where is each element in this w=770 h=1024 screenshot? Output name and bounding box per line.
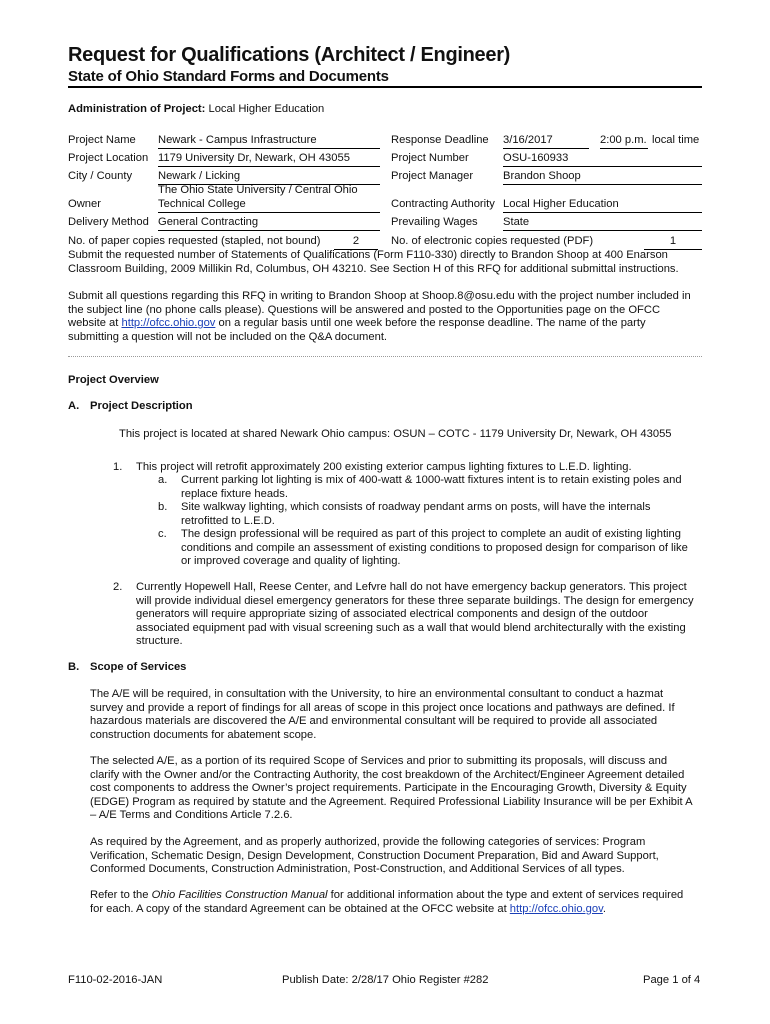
scope-paragraph-1 xyxy=(90,688,675,742)
section-divider xyxy=(68,356,702,357)
administration-value: Local Higher Education xyxy=(208,103,325,115)
text-line: The selected A/E, as a portion of its required Scope of Services and prior to submitting its proposals, will discuss and xyxy=(90,755,668,767)
text-fragment: for additional information about the type and extent of services required xyxy=(327,889,684,901)
text-line xyxy=(68,317,691,331)
item-2-marker: 2. xyxy=(113,581,123,593)
project-location-sentence: This project is located at shared Newark Ohio campus: OSUN – COTC - 1179 University Dr, Newark, OH 43055 xyxy=(119,428,672,440)
text-line: Currently Hopewell Hall, Reese Center, and Lefvre hall do not have emergency backup generators. This project xyxy=(136,581,687,593)
response-deadline-label: Response Deadline xyxy=(391,134,489,146)
text-line: replace fixture heads. xyxy=(181,487,288,500)
project-overview-heading: Project Overview xyxy=(68,374,159,386)
text-line: Site walkway lighting, which consists of roadway pendant arms on posts, will have the internals xyxy=(181,501,651,513)
text-line: – A/E Terms and Conditions Article 7.2.6. xyxy=(90,809,293,822)
text-fragment: on a regular basis until one week before the response deadline. The name of the party xyxy=(215,317,646,330)
submit-instructions xyxy=(68,249,679,276)
paper-copies-label: No. of paper copies requested (stapled, not bound) xyxy=(68,235,321,247)
electronic-copies-value: 1 xyxy=(644,235,702,250)
text-fragment: . xyxy=(602,902,606,915)
text-line: submitting a question will not be included on the Q&A document. xyxy=(68,330,388,343)
administration-line xyxy=(68,103,324,117)
project-location-value: 1179 University Dr, Newark, OH 43055 xyxy=(158,152,380,167)
text-line: Current parking lot lighting is mix of 400-watt & 1000-watt fixtures intent is to retain existing poles and xyxy=(181,474,682,486)
sub-c-marker: c. xyxy=(158,528,167,540)
project-description-heading: Project Description xyxy=(90,400,193,412)
section-a-marker: A. xyxy=(68,400,80,412)
response-deadline-timezone: local time xyxy=(652,134,700,146)
text-fragment: for each. A copy of the standard Agreement can be obtained at the OFCC website at xyxy=(90,902,510,915)
scope-paragraph-4 xyxy=(90,889,683,916)
response-deadline-time: 2:00 p.m. xyxy=(600,134,648,149)
text-line: (EDGE) Program as required by statute and the Agreement. Required Professional Liability Insurance will be per Exhibit A xyxy=(90,795,693,808)
scope-paragraph-2 xyxy=(90,755,693,823)
sub-b-marker: b. xyxy=(158,501,168,513)
item-1-text: This project will retrofit approximately 200 existing exterior campus lighting fixtures to L.E.D. lighting. xyxy=(136,461,632,473)
text-line: survey and provide a report of findings for all areas of scope in this project once locations and pathways are defined. If xyxy=(90,701,675,714)
text-line: generators will require appropriate sizing of associated electrical components and design of the outdoor xyxy=(136,608,648,621)
ofcc-link[interactable]: http://ofcc.ohio.gov xyxy=(509,902,603,915)
text-line: Verification, Schematic Design, Design Development, Construction Document Preparation, Bid and Award Support, xyxy=(90,849,659,862)
text-line: The design professional will be required as part of this project to complete an audit of existing lighting xyxy=(181,528,681,540)
text-line: The A/E will be required, in consultation with the University, to hire an environmental consultant to conduct a hazmat xyxy=(90,688,664,700)
electronic-copies-label: No. of electronic copies requested (PDF) xyxy=(391,235,594,247)
text-line xyxy=(90,903,683,917)
text-line: construction documents for abatement scope. xyxy=(90,728,317,741)
sub-a-text xyxy=(181,474,682,501)
text-line: cost components to address the Owner’s project requirements. Participate in the Encouraging Growth, Diversity & Equity xyxy=(90,782,687,795)
text-line: Submit all questions regarding this RFQ in writing to Brandon Shoop at Shoop.8@osu.edu with the project number included in xyxy=(68,290,691,302)
contracting-authority-value: Local Higher Education xyxy=(503,198,702,213)
scope-of-services-heading: Scope of Services xyxy=(90,661,187,673)
document-subtitle: State of Ohio Standard Forms and Documents xyxy=(68,68,389,85)
prevailing-wages-label: Prevailing Wages xyxy=(391,216,478,228)
text-fragment: Refer to the xyxy=(90,889,152,901)
project-number-label: Project Number xyxy=(391,152,469,164)
text-line: hazardous materials are discovered the A/E and environmental consultant will be required to provide all associated xyxy=(90,715,658,728)
sub-b-text xyxy=(181,501,651,528)
sub-c-text xyxy=(181,528,688,569)
prevailing-wages-value: State xyxy=(503,216,702,231)
manual-title: Ohio Facilities Construction Manual xyxy=(151,889,328,901)
owner-value-line2: Technical College xyxy=(158,198,380,213)
project-manager-value: Brandon Shoop xyxy=(503,170,702,185)
text-fragment: website at xyxy=(68,317,122,330)
text-line: conditions and compile an assessment of existing conditions to proposed design for comparison of like xyxy=(181,541,688,554)
text-line: clarify with the Owner and/or the Contracting Authority, the cost breakdown of the Architect/Engineer Agreement detailed xyxy=(90,768,685,781)
ofcc-link[interactable]: http://ofcc.ohio.gov xyxy=(121,317,216,330)
page-number: Page 1 of 4 xyxy=(643,974,701,986)
contracting-authority-label: Contracting Authority xyxy=(391,198,495,210)
item-1-marker: 1. xyxy=(113,461,123,473)
text-line: As required by the Agreement, and as properly authorized, provide the following categories of services: Program xyxy=(90,836,646,848)
project-name-value: Newark - Campus Infrastructure xyxy=(158,134,380,149)
text-line: structure. xyxy=(136,635,183,648)
city-county-label: City / County xyxy=(68,170,133,182)
project-location-label: Project Location xyxy=(68,152,149,164)
delivery-method-label: Delivery Method xyxy=(68,216,149,228)
owner-label: Owner xyxy=(68,198,101,210)
scope-paragraph-3 xyxy=(90,836,659,877)
text-line: Submit the requested number of Statements of Qualifications (Form F110-330) directly to Brandon Shoop at 400 Enarson xyxy=(68,249,668,261)
text-line: Classroom Building, 2009 Millikin Rd, Columbus, OH 43210. See Section H of this RFQ for additional submittal instructions. xyxy=(68,262,679,275)
text-line: will provide individual diesel emergency generators for these three separate buildings. The design for emergency xyxy=(136,594,694,607)
text-line xyxy=(90,889,683,903)
project-name-label: Project Name xyxy=(68,134,136,146)
city-county-value: Newark / Licking xyxy=(158,170,380,185)
item-2-text xyxy=(136,581,694,649)
administration-label: Administration of Project: xyxy=(68,103,206,115)
text-line: or improved coverage and quality of lighting. xyxy=(181,555,401,568)
owner-value-line1: The Ohio State University / Central Ohio xyxy=(158,184,358,196)
document-title: Request for Qualifications (Architect / Engineer) xyxy=(68,44,511,66)
text-line: associated equipment pad with visual screening such as a wall that would blend architecturally with the existing xyxy=(136,621,686,634)
project-number-value: OSU-160933 xyxy=(503,152,702,167)
section-b-marker: B. xyxy=(68,661,80,673)
header-rule xyxy=(68,86,702,88)
publish-date: Publish Date: 2/28/17 Ohio Register #282 xyxy=(282,974,489,986)
questions-paragraph xyxy=(68,290,691,344)
response-deadline-date: 3/16/2017 xyxy=(503,134,589,149)
form-id: F110-02-2016-JAN xyxy=(68,974,163,986)
sub-a-marker: a. xyxy=(158,474,168,486)
text-line: retrofitted to L.E.D. xyxy=(181,514,275,527)
text-line: Conformed Documents, Construction Administration, Post-Construction, and Additional Services of all types. xyxy=(90,863,625,876)
delivery-method-value: General Contracting xyxy=(158,216,380,231)
project-manager-label: Project Manager xyxy=(391,170,474,182)
text-line: the subject line (no phone calls please). Questions will be answered and posted to the Opportunities page on the OFCC xyxy=(68,303,661,316)
paper-copies-value: 2 xyxy=(334,235,378,250)
